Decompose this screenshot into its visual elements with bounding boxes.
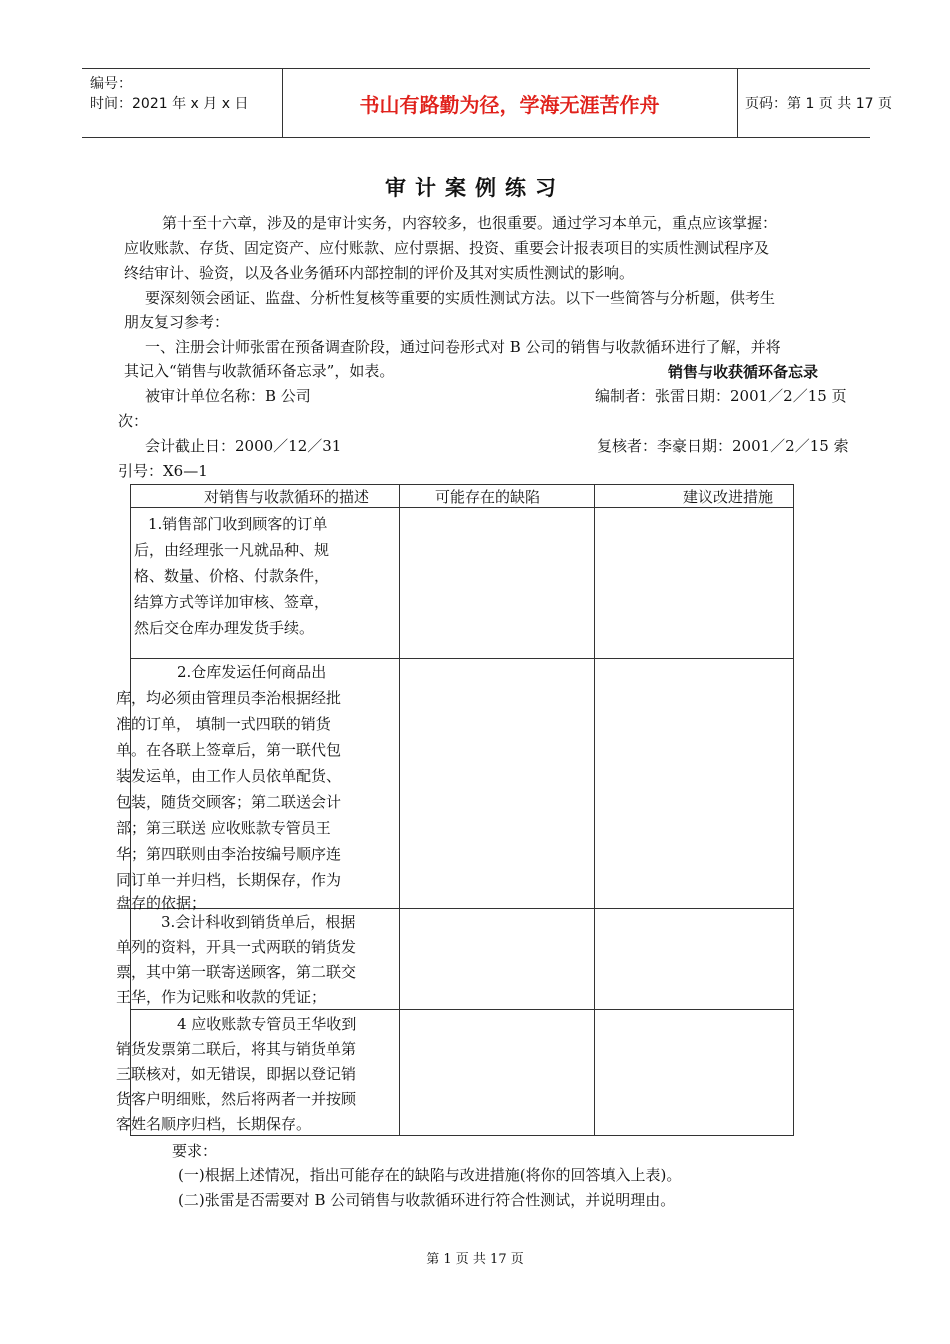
doc-number-label: 编号： <box>90 76 132 92</box>
document-title: 审计案例练习 <box>385 176 565 200</box>
table-cell-text: 单。在各联上签章后，第一联代包 <box>116 741 342 759</box>
memo-title: 销售与收获循环备忘录 <box>668 363 819 381</box>
table-cell-text: 客姓名顺序归档，长期保存。 <box>116 1115 312 1133</box>
table-cell-text: 销货发票第二联后，将其与销货单第 <box>116 1040 357 1058</box>
table-cell-text: 单列的资料，开具一式两联的销货发 <box>116 938 357 956</box>
requirement-item: (二)张雷是否需要对 B 公司销售与收款循环进行符合性测试，并说明理由。 <box>178 1191 676 1209</box>
header-motto: 书山有路勤为径，学海无涯苦作舟 <box>282 69 738 137</box>
table-cell-text: 准的订单， 填制一式四联的销货 <box>116 715 331 733</box>
requirement-item: (一)根据上述情况，指出可能存在的缺陷与改进措施(将你的回答填入上表)。 <box>178 1166 682 1184</box>
table-cell-text: 3.会计科收到销货单后，根据 <box>161 913 356 931</box>
table-cell-text: 4 应收账款专管员王华收到 <box>177 1015 357 1033</box>
table-cell-text: 王华，作为记账和收款的凭证； <box>116 988 327 1006</box>
table-cell-text: 然后交仓库办理发货手续。 <box>134 619 315 637</box>
paragraph-line: 第十至十六章，涉及的是审计实务，内容较多，也很重要。通过学习本单元，重点应该掌握： <box>162 214 778 232</box>
table-cell-text: 2.仓库发运任何商品出 <box>177 663 327 681</box>
table-cell-text: 包装，随货交顾客；第二联送会计 <box>116 793 342 811</box>
page-footer: 第 1 页 共 17 页 <box>426 1252 524 1267</box>
preparer-info: 编制者：张雷日期：2001／2／15 页 <box>595 387 847 405</box>
header-meta <box>82 69 283 137</box>
table-cell-text: 库，均必须由管理员李治根据经批 <box>116 689 342 707</box>
table-cell-text: 三联核对，如无错误，即据以登记销 <box>116 1065 357 1083</box>
page-header <box>82 68 892 138</box>
table-cell-text: 票，其中第一联寄送顾客，第二联交 <box>116 963 357 981</box>
header-page-info: 页码：第 1 页 共 17 页 <box>745 96 892 112</box>
cutoff-date: 会计截止日：2000／12／31 <box>145 437 342 455</box>
table-cell-text: 后，由经理张一凡就品种、规 <box>134 541 330 559</box>
requirements-label: 要求： <box>172 1142 218 1160</box>
index-number: 引号：X6—1 <box>118 462 208 480</box>
paragraph-line: 其记入“销售与收款循环备忘录”，如表。 <box>124 362 395 380</box>
paragraph-line: 终结审计、验资，以及各业务循环内部控制的评价及其对实质性测试的影响。 <box>124 264 635 282</box>
table-cell-text: 盘存的依据； <box>116 894 207 912</box>
table-header-improvements: 建议改进措施 <box>683 488 774 506</box>
reviewer-info: 复核者：李豪日期：2001／2／15 索 <box>597 437 849 455</box>
table-cell-text: 装发运单，由工作人员依单配货、 <box>116 767 342 785</box>
paragraph-line: 朋友复习参考： <box>124 313 230 331</box>
table-cell-text: 同订单一并归档，长期保存，作为 <box>116 871 342 889</box>
table-cell-text: 格、数量、价格、付款条件， <box>134 567 330 585</box>
table-header-description: 对销售与收款循环的描述 <box>204 488 370 506</box>
table-cell-text: 华；第四联则由李治按编号顺序连 <box>116 845 342 863</box>
table-cell-text: 结算方式等详加审核、签章， <box>134 593 330 611</box>
paragraph-line: 要深刻领会函证、监盘、分析性复核等重要的实质性测试方法。以下一些简答与分析题，供考生 <box>145 289 776 307</box>
doc-date: 时间：2021 年 x 月 x 日 <box>90 96 249 112</box>
preparer-info-cont: 次： <box>118 412 149 430</box>
table-cell-text: 1.销售部门收到顾客的订单 <box>148 515 328 533</box>
table-header-defects: 可能存在的缺陷 <box>435 488 541 506</box>
audited-unit: 被审计单位名称：B 公司 <box>145 387 311 405</box>
paragraph-line: 一、注册会计师张雷在预备调查阶段，通过问卷形式对 B 公司的销售与收款循环进行了解，并将 <box>145 338 781 356</box>
memo-table <box>116 484 794 1136</box>
paragraph-line: 应收账款、存货、固定资产、应付账款、应付票据、投资、重要会计报表项目的实质性测试程序及 <box>124 239 770 257</box>
table-cell-text: 货客户明细账，然后将两者一并按顾 <box>116 1090 357 1108</box>
table-cell-text: 部；第三联送 应收账款专管员王 <box>116 819 331 837</box>
